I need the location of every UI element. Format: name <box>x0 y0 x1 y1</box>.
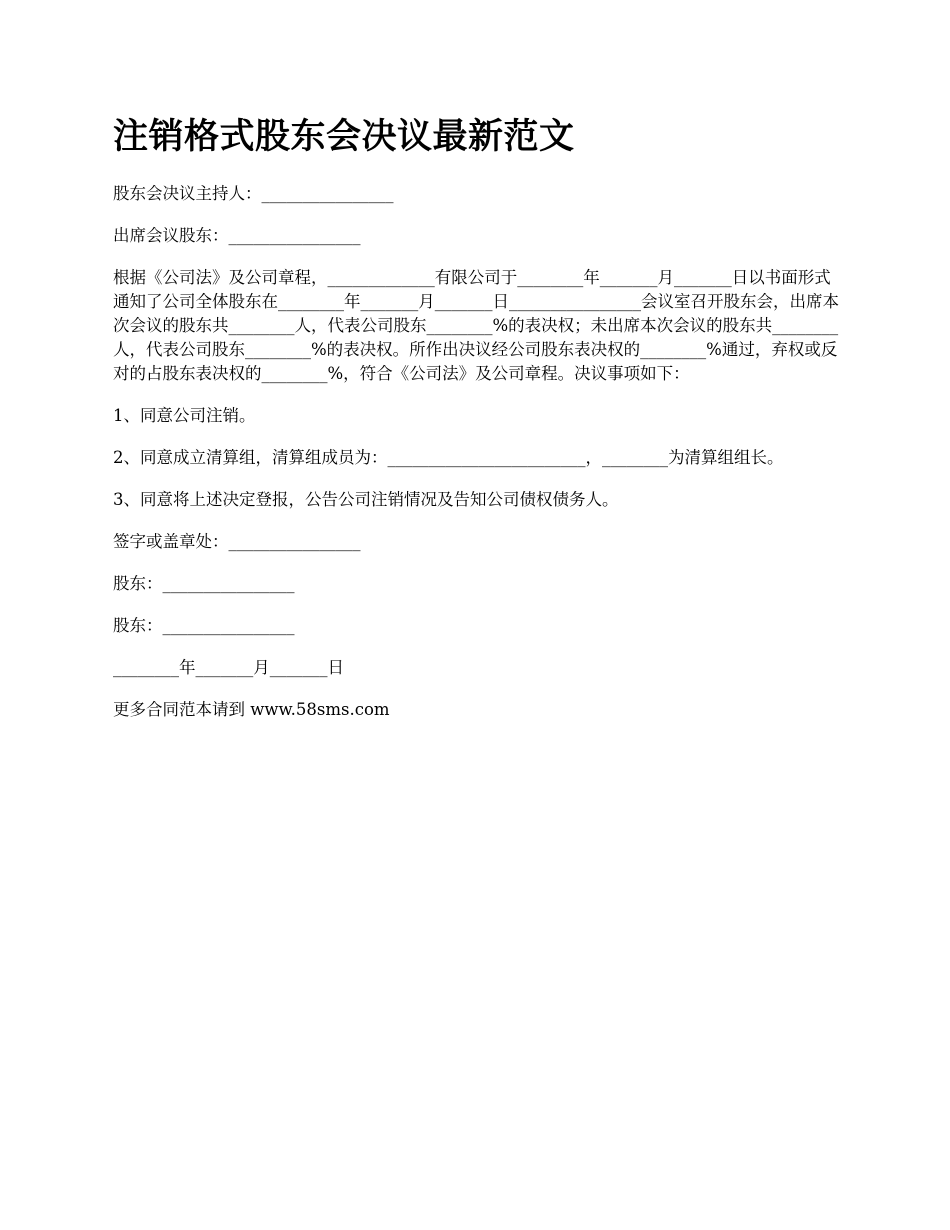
date-line: ________年_______月_______日 <box>113 658 344 677</box>
shareholder-signature-line-1: 股东：________________ <box>113 574 295 593</box>
resolution-item-1: 1、同意公司注销。 <box>113 406 256 425</box>
shareholder-signature-line-2: 股东：________________ <box>113 616 295 635</box>
document-page <box>113 112 841 740</box>
signature-line: 签字或盖章处：________________ <box>113 532 361 551</box>
meeting-basis-paragraph: 根据《公司法》及公司章程，_____________有限公司于________年_______月_______日以书面形式通知了公司全体股东在________年_______月_______日________________会议室召开股东会，出席本次会议的股东共________人，代表公司股东________%的表决权；未出席本次会议的股东共________人，代表公司股东________%的表决权。所作出决议经公司股东表决权的________%通过，弃权或反对的占股东表决权的________%，符合《公司法》及公司章程。决议事项如下： <box>113 268 839 383</box>
attending-shareholders-line: 出席会议股东：________________ <box>113 226 361 245</box>
document-title: 注销格式股东会决议最新范文 <box>113 116 575 157</box>
footer-note: 更多合同范本请到 www.58sms.com <box>113 700 390 719</box>
resolution-item-3: 3、同意将上述决定登报，公告公司注销情况及告知公司债权债务人。 <box>113 490 619 509</box>
resolution-item-2: 2、同意成立清算组，清算组成员为：________________________，________为清算组组长。 <box>113 448 784 467</box>
host-line: 股东会决议主持人：________________ <box>113 184 394 203</box>
